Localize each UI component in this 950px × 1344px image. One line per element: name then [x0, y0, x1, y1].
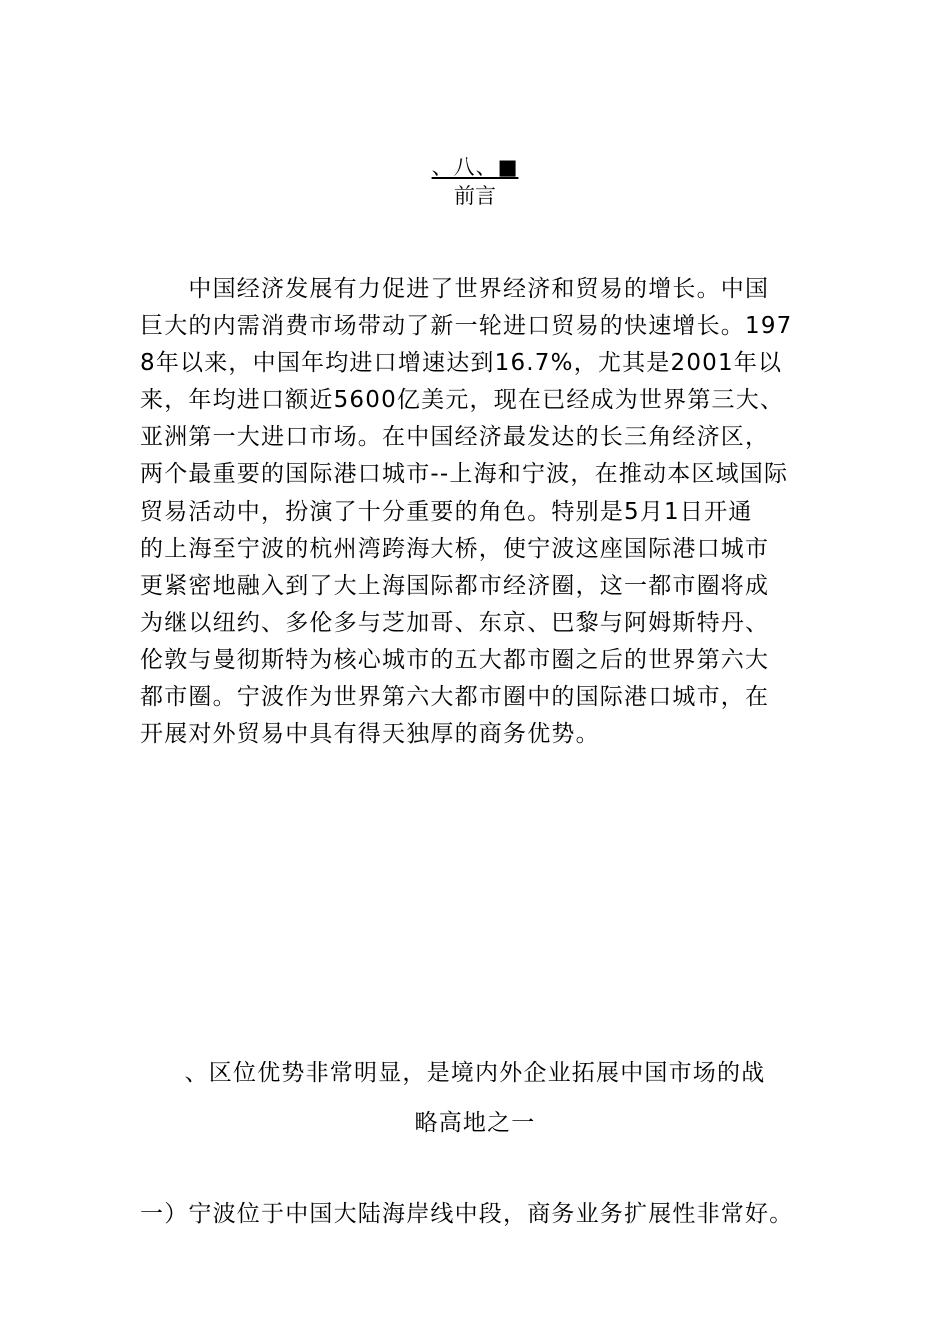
paragraph-line: 两个最重要的国际港口城市--上海和宁波，在推动本区域国际	[140, 461, 789, 488]
preface-title: 前言	[454, 184, 496, 208]
section-heading-line-2: 略高地之一	[414, 1110, 536, 1136]
paragraph-line: 巨大的内需消费市场带动了新一轮进口贸易的快速增长。197	[140, 313, 793, 340]
paragraph-line: 中国经济发展有力促进了世界经济和贸易的增长。中国	[140, 276, 770, 302]
section-heading-line-1: 、区位优势非常明显，是境内外企业拓展中国市场的战	[184, 1060, 766, 1086]
preface-paragraph	[140, 271, 824, 753]
paragraph-line: 来，年均进口额近5600亿美元，现在已经成为世界第三大、	[140, 387, 785, 414]
subsection-heading: 一）宁波位于中国大陆海岸线中段，商务业务扩展性非常好。	[140, 1201, 794, 1227]
paragraph-line: 的上海至宁波的杭州湾跨海大桥，使宁波这座国际港口城市	[140, 535, 770, 562]
paragraph-line: 更紧密地融入到了大上海国际都市经济圈，这一都市圈将成	[140, 572, 770, 599]
paragraph-line: 为继以纽约、多伦多与芝加哥、东京、巴黎与阿姆斯特丹、	[140, 609, 770, 636]
paragraph-line: 8年以来，中国年均进口增速达到16.7%，尤其是2001年以	[140, 350, 783, 377]
paragraph-line: 都市圈。宁波作为世界第六大都市圈中的国际港口城市，在	[140, 684, 770, 711]
paragraph-line: 伦敦与曼彻斯特为核心城市的五大都市圈之后的世界第六大	[140, 646, 770, 673]
paragraph-line: 亚洲第一大进口市场。在中国经济最发达的长三角经济区，	[140, 424, 770, 451]
header-mark-text: 、八、■	[431, 155, 519, 179]
header-mark	[0, 152, 950, 182]
section-heading	[0, 1048, 950, 1148]
paragraph-line: 贸易活动中，扮演了十分重要的角色。特别是5月1日开通	[140, 498, 753, 525]
paragraph-line: 开展对外贸易中具有得天独厚的商务优势。	[140, 721, 600, 748]
